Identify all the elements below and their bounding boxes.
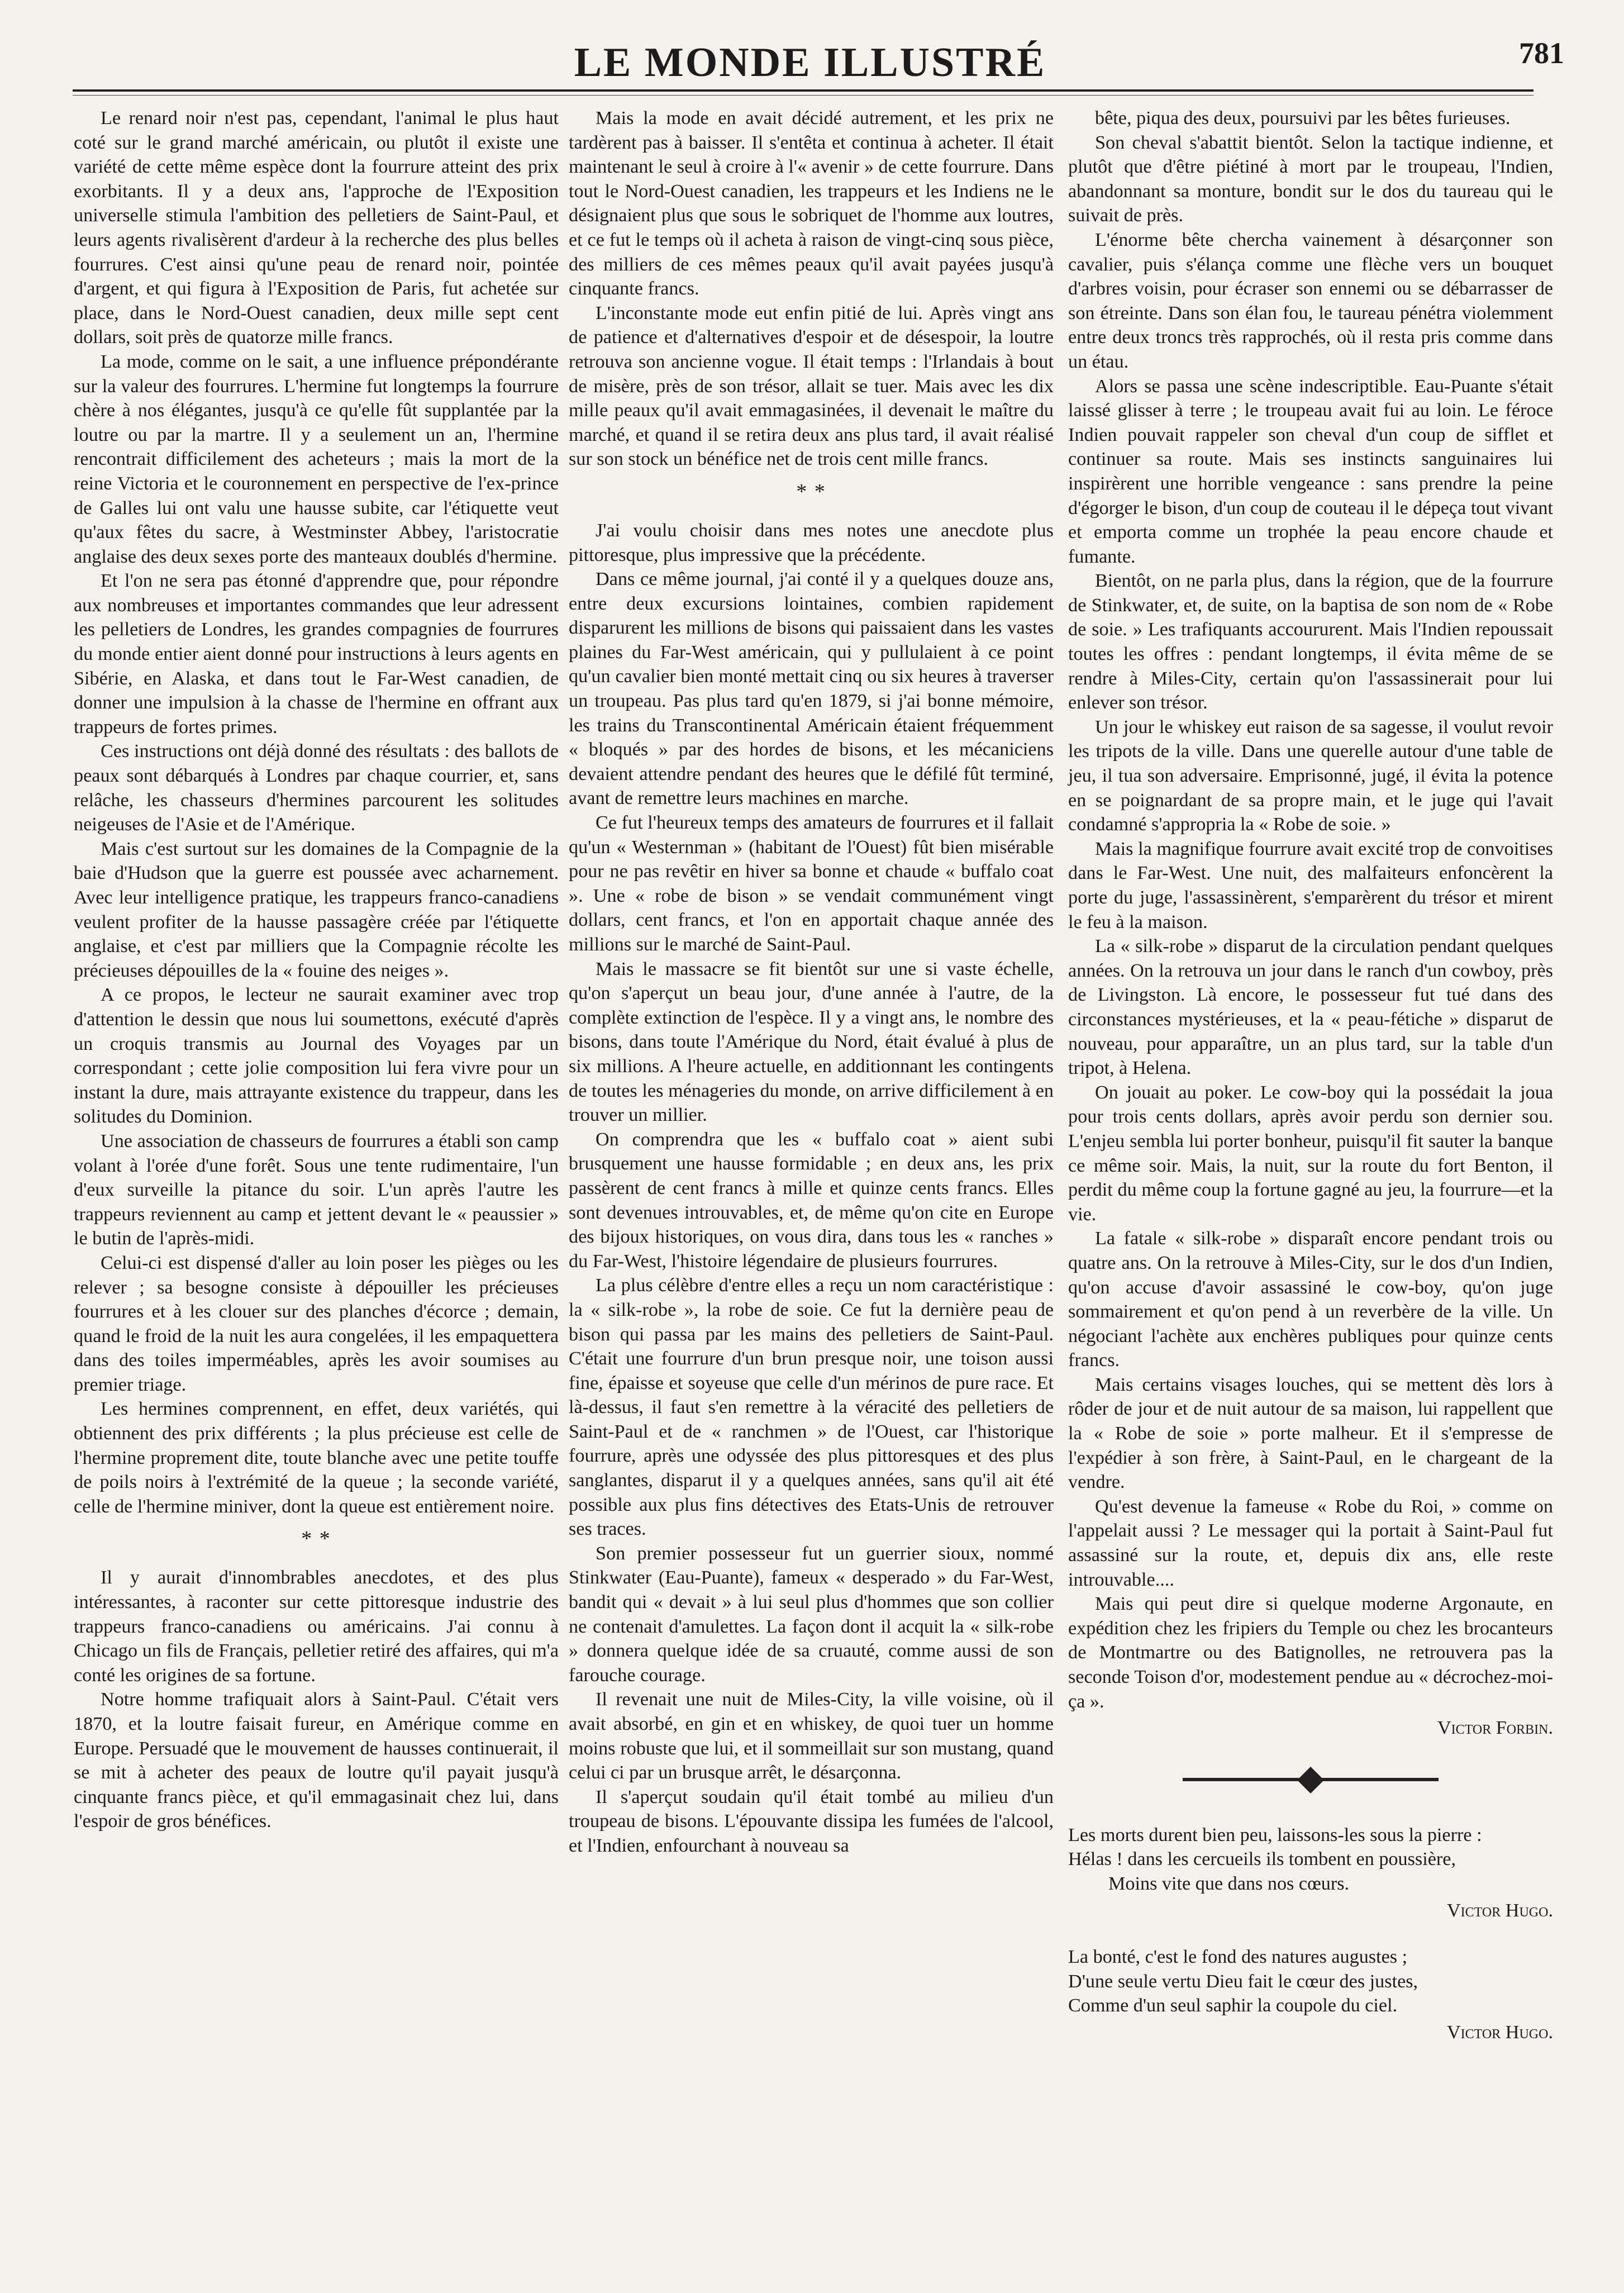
header-rule-thin	[73, 95, 1533, 96]
paragraph: Celui-ci est dispensé d'aller au loin poser les pièges ou les relever ; sa besogne consiste à dépouiller les précieuses fourrures et à les clouer sur des planches d'écorce ; demain, quand le froid de la nuit les aura congelées, il les empaquettera dans des toiles imperméables, après les avoir soumises au premier triage.	[74, 1252, 559, 1395]
newspaper-title: LE MONDE ILLUSTRÉ	[574, 40, 1046, 85]
paragraph: Il s'aperçut soudain qu'il était tombé au milieu d'un troupeau de bisons. L'épouvante dissipa les fumées de l'alcool, et l'Indien, enfourchant à nouveau sa	[569, 1786, 1054, 1856]
section-separator: * *	[796, 479, 826, 503]
paragraph: Mais qui peut dire si quelque moderne Argonaute, en expédition chez les fripiers du Temple ou chez les brocanteurs de Montmartre ou des Batignolles, ne retrouvera pas la seconde Toison d'or, modestement pendue au « décrochez-moi-ça ».	[1068, 1593, 1553, 1712]
poem-author: Victor Hugo.	[1446, 1900, 1553, 1921]
paragraph: Mais le massacre se fit bientôt sur une si vaste échelle, qu'on s'aperçut un beau jour, d'une année à l'autre, de la complète extinction de l'espèce. Il y a vingt ans, le nombre des bisons, dans toute l'Amérique du Nord, était évalué à plus de six millions. A l'heure actuelle, en additionnant les contingents de toutes les ménageries du monde, on arrive difficilement à en trouver un millier.	[569, 958, 1054, 1126]
paragraph: La plus célèbre d'entre elles a reçu un nom caractéristique : la « silk-robe », la robe de soie. Ce fut la dernière peau de bison qui passa par les mains des pelletiers de Saint-Paul. C'était une fourrure d'un brun presque noir, une toison aussi fine, épaisse et soyeuse que celle d'un mérinos de pure race. Et là-dessus, il faut s'en remettre à la véracité des pelletiers de Saint-Paul et de « ranchmen » de l'Ouest, car l'historique fourrure, après une odyssée des plus pittoresques et des plus sanglantes, disparut il y a quelques années, sans qu'il ait été possible aux plus fins détectives des Etats-Unis de retrouver ses traces.	[569, 1275, 1054, 1540]
poem-line: La bonté, c'est le fond des natures augustes ;	[1068, 1947, 1408, 1968]
page-number: 781	[1519, 36, 1564, 70]
paragraph: Notre homme trafiquait alors à Saint-Paul. C'était vers 1870, et la loutre faisait fureur, en Amérique comme en Europe. Persuadé que le mouvement de hausses continuerait, il se mit à acheter des peaux de loutre qu'il payait jusqu'à cinquante francs pièce, et qu'il emmagasinait chez lui, dans l'espoir de gros bénéfices.	[74, 1689, 559, 1832]
poem-line: Hélas ! dans les cercueils ils tombent en poussière,	[1068, 1849, 1456, 1870]
poem-line: D'une seule vertu Dieu fait le cœur des justes,	[1068, 1971, 1418, 1992]
paragraph: On jouait au poker. Le cow-boy qui la possédait la joua pour trois cents dollars, après avoir perdu son dernier sou. L'enjeu sembla lui porter bonheur, puisqu'il fit sauter la banque ce même soir. Mais, la nuit, sur la route du fort Benton, il perdit du même coup la fortune gagné au jeu, la fourrure—et la vie.	[1068, 1082, 1553, 1225]
poem-author: Victor Hugo.	[1446, 2021, 1553, 2043]
paragraph: Mais c'est surtout sur les domaines de la Compagnie de la baie d'Hudson que la guerre est poussée avec acharnement. Avec leur intelligence pratique, les trappeurs franco-canadiens veulent profiter de la hausse passagère créée par l'étiquette anglaise, et c'est par milliers que la Compagnie récolte les précieuses dépouilles de la « fouine des neiges ».	[74, 838, 559, 981]
section-separator: * *	[301, 1527, 331, 1551]
poem-line: Moins vite que dans nos cœurs.	[1108, 1873, 1350, 1894]
paragraph: bête, piqua des deux, poursuivi par les bêtes furieuses.	[1095, 108, 1511, 129]
paragraph: Qu'est devenue la fameuse « Robe du Roi, » comme on l'appelait aussi ? Le messager qui la portait à Saint-Paul fut assassiné sur la route, et, depuis dix ans, elle reste introuvable....	[1068, 1496, 1553, 1590]
paragraph: Son cheval s'abattit bientôt. Selon la tactique indienne, et plutôt que d'être piétiné à mort par le troupeau, l'Indien, abandonnant sa monture, bondit sur le dos du taureau qui le suivait de près.	[1068, 132, 1553, 226]
paragraph: L'inconstante mode eut enfin pitié de lui. Après vingt ans de patience et d'alternatives d'espoir et de désespoir, la loutre retrouva son ancienne vogue. Il était temps : l'Irlandais à bout de misère, près de son trésor, allait se tuer. Mais avec les dix mille peaux qu'il avait emmagasinées, il devenait le maître du marché, et quand il se retira deux ans plus tard, il avait réalisé sur son stock un bénéfice net de trois cent mille francs.	[569, 302, 1054, 470]
paragraph: Et l'on ne sera pas étonné d'apprendre que, pour répondre aux nombreuses et importantes commandes que leur adressent les pelletiers de Londres, les grandes compagnies de fourrures du monde entier aient donné pour instructions à leurs agents en Sibérie, en Alaska, et dans tout le Far-West canadien, de donner une impulsion à la chasse de l'hermine en offrant aux trappeurs de fortes primes.	[74, 570, 559, 738]
paragraph: J'ai voulu choisir dans mes notes une anecdote plus pittoresque, plus impressive que la précédente.	[569, 520, 1054, 565]
paragraph: Ces instructions ont déjà donné des résultats : des ballots de peaux sont débarqués à Londres par chaque courrier, et, sans relâche, les chasseurs d'hermines parcourent les solitudes neigeuses de l'Asie et de l'Amérique.	[74, 741, 559, 835]
column-1	[74, 106, 559, 1834]
paragraph: Les hermines comprennent, en effet, deux variétés, qui obtiennent des prix différents ; la plus précieuse est celle de l'hermine proprement dite, toute blanche avec une petite touffe de poils noirs à l'extrémité de la queue ; la seconde variété, celle de l'hermine miniver, dont la queue est entièrement noire.	[74, 1398, 559, 1517]
paragraph: Ce fut l'heureux temps des amateurs de fourrures et il fallait qu'un « Westernman » (habitant de l'Ouest) fût bien misérable pour ne pas revêtir en hiver sa bonne et chaude « buffalo coat ». Une « robe de bison » se vendait communément vingt dollars, cent francs, et l'on en apportait chaque année des millions sur le marché de Saint-Paul.	[569, 812, 1054, 955]
paragraph: Bientôt, on ne parla plus, dans la région, que de la fourrure de Stinkwater, et, de suite, on la baptisa de son nom de « Robe de soie. » Les trafiquants accoururent. Mais l'Indien repoussait toutes les offres : pendant longtemps, il évita même de se rendre à Miles-City, certain qu'on l'assassinerait pour lui enlever son trésor.	[1068, 570, 1553, 713]
paragraph: La « silk-robe » disparut de la circulation pendant quelques années. On la retrouva un jour dans le ranch d'un cowboy, près de Livingston. Là encore, le possesseur fut tué dans des circonstances mystérieuses, et la « peau-fétiche » disparut de nouveau, pour apparaître, un an plus tard, sur la table d'un tripot, à Helena.	[1068, 936, 1553, 1079]
paragraph: Mais la mode en avait décidé autrement, et les prix ne tardèrent pas à baisser. Il s'entêta et continua à acheter. Il était maintenant le seul à croire à l'« avenir » de cette fourrure. Dans tout le Nord-Ouest canadien, les trappeurs et les Indiens ne le désignaient plus que sous le sobriquet de l'homme aux loutres, et ce fut le temps où il acheta à raison de vingt-cinq sous pièce, des milliers de ces mêmes peaux qu'il avait payées jusqu'à cinquante francs.	[569, 108, 1054, 299]
paragraph: Le renard noir n'est pas, cependant, l'animal le plus haut coté sur le grand marché américain, ou plutôt il existe une variété de cette même espèce dont la fourrure atteint des prix exorbitants. Il y a deux ans, l'approche de l'Exposition universelle stimula l'ambition des pelletiers de Saint-Paul, et leurs agents rivalisèrent d'ardeur à la recherche des plus belles fourrures. C'est ainsi qu'une peau de renard noir, pointée d'argent, et qui figura à l'Exposition de Paris, fut achetée sur place, dans le Nord-Ouest canadien, deux mille sept cent dollars, soit près de quatorze mille francs.	[74, 108, 559, 348]
paragraph: L'énorme bête chercha vainement à désarçonner son cavalier, puis s'élança comme une flèche vers un bouquet d'arbres voisin, pour écraser son ennemi ou se débarrasser de son étreinte. Dans son élan fou, le taureau pénétra violemment entre deux troncs très rapprochés, où il resta pris comme dans un étau.	[1068, 229, 1553, 372]
divider-diamond-icon	[1297, 1767, 1324, 1794]
poem-1	[1068, 1823, 1553, 1923]
paragraph: On comprendra que les « buffalo coat » aient subi brusquement une hausse formidable ; en deux ans, les prix passèrent de cent francs à mille et quinze cents francs. Elles sont devenues introuvables, et, de même qu'on cite en Europe des bijoux historiques, on vous dira, dans tous les « ranches » du Far-West, l'histoire légendaire de plusieurs fourrures.	[569, 1129, 1054, 1272]
paragraph: Il y aurait d'innombrables anecdotes, et des plus intéressantes, à raconter sur cette pittoresque industrie des trappeurs franco-canadiens ou américains. J'ai connu à Chicago un fils de Français, pelletier retiré des affaires, qui m'a conté les origines de sa fortune.	[74, 1567, 559, 1686]
paragraph: La mode, comme on le sait, a une influence prépondérante sur la valeur des fourrures. L'hermine fut longtemps la fourrure chère à nos élégantes, jusqu'à ce qu'elle fût supplantée par la loutre ou par la martre. Il y a seulement un an, l'hermine rencontrait difficilement des acheteurs ; mais la mort de la reine Victoria et le couronnement en perspective de l'ex-prince de Galles lui ont valu une hausse subite, car l'étiquette veut qu'aux fêtes du sacre, à Westminster Abbey, l'aristocratie anglaise des deux sexes porte des manteaux doublés d'hermine.	[74, 351, 559, 567]
author-signature: Victor Forbin.	[1437, 1718, 1553, 1739]
paragraph: Dans ce même journal, j'ai conté il y a quelques douze ans, entre deux excursions lointaines, combien rapidement disparurent les millions de bisons qui paissaient dans les vastes plaines du Far-West américain, qui y pullulaient à ce point qu'un cavalier bien monté mettait cinq ou six heures à traverser un troupeau. Pas plus tard qu'en 1879, si j'ai bonne mémoire, les trains du Transcontinental Américain étaient fréquemment « bloqués » par des hordes de bisons, et les mécaniciens devaient attendre pendant des heures que le défilé fût terminé, avant de remettre leurs machines en marche.	[569, 569, 1054, 809]
paragraph: Une association de chasseurs de fourrures a établi son camp volant à l'orée d'une forêt. Sous une tente rudimentaire, l'un d'eux surveille la pitance du soir. L'un après l'autre les trappeurs reviennent au camp et jettent devant le « peaussier » le butin de l'après-midi.	[74, 1130, 559, 1249]
poem-line: Comme d'un seul saphir la coupole du ciel.	[1068, 1995, 1398, 2016]
paragraph: Un jour le whiskey eut raison de sa sagesse, il voulut revoir les tripots de la ville. Dans une querelle autour d'une table de jeu, il tua son adversaire. Emprisonné, jugé, il évita la potence en se poignardant de sa propre main, et le juge qui l'avait condamné s'appropria la « Robe de soie. »	[1068, 716, 1553, 835]
column-3	[1068, 106, 1553, 2045]
paragraph: La fatale « silk-robe » disparaît encore pendant trois ou quatre ans. On la retrouve à Miles-City, sur le dos d'un Indien, qu'on accuse d'avoir assassiné le cow-boy, qu'on juge sommairement et qu'on pend à un reverbère de la ville. Un négociant l'achète aux enchères publiques pour quinze cents francs.	[1068, 1228, 1553, 1371]
ornamental-divider	[1068, 1763, 1553, 1796]
poem-2	[1068, 1945, 1553, 2044]
paragraph: Son premier possesseur fut un guerrier sioux, nommé Stinkwater (Eau-Puante), fameux « desperado » du Far-West, bandit qui « devait » à lui seul plus d'hommes que son collier ne contenait d'amulettes. La façon dont il acquit la « silk-robe » donnera quelque idée de sa cruauté, comme aussi de son farouche courage.	[569, 1543, 1054, 1686]
paragraph: Alors se passa une scène indescriptible. Eau-Puante s'était laissé glisser à terre ; le troupeau avait fui au loin. Le féroce Indien pouvait rappeler son cheval d'un coup de sifflet et continuer sa route. Mais ses instincts sanguinaires lui inspirèrent une horrible vengeance : sans prendre la peine d'égorger le bison, d'un coup de couteau il le dépeça tout vivant et emporta comme un trophée la peau encore chaude et fumante.	[1068, 375, 1554, 567]
masthead	[56, 36, 1564, 86]
paragraph: A ce propos, le lecteur ne saurait examiner avec trop d'attention le dessin que nous lui soumettons, exécuté d'après un croquis transmis au Journal des Voyages par un correspondant ; cette jolie composition lui fera vivre pour un instant la dure, mais attrayante existence du trappeur, dans les solitudes du Dominion.	[74, 984, 559, 1128]
column-2	[569, 106, 1054, 1858]
paragraph: Mais la magnifique fourrure avait excité trop de convoitises dans le Far-West. Une nuit, des malfaiteurs enfoncèrent la porte du juge, l'assassinèrent, s'emparèrent du trésor et mirent le feu à la maison.	[1068, 838, 1553, 933]
poem-line: Les morts durent bien peu, laissons-les sous la pierre :	[1068, 1824, 1482, 1845]
paragraph: Mais certains visages louches, qui se mettent dès lors à rôder de jour et de nuit autour de sa maison, lui rappellent que la « Robe de soie » porte malheur. Et il s'empresse de l'expédier à son frère, à Saint-Paul, en le chargeant de la vendre.	[1068, 1374, 1553, 1493]
paragraph: Il revenait une nuit de Miles-City, la ville voisine, où il avait absorbé, en gin et en whiskey, de quoi tuer un homme moins robuste que lui, et il sommeillait sur son mustang, quand celui ci par un brusque arrêt, le désarçonna.	[569, 1689, 1054, 1783]
header-rule	[73, 89, 1533, 92]
